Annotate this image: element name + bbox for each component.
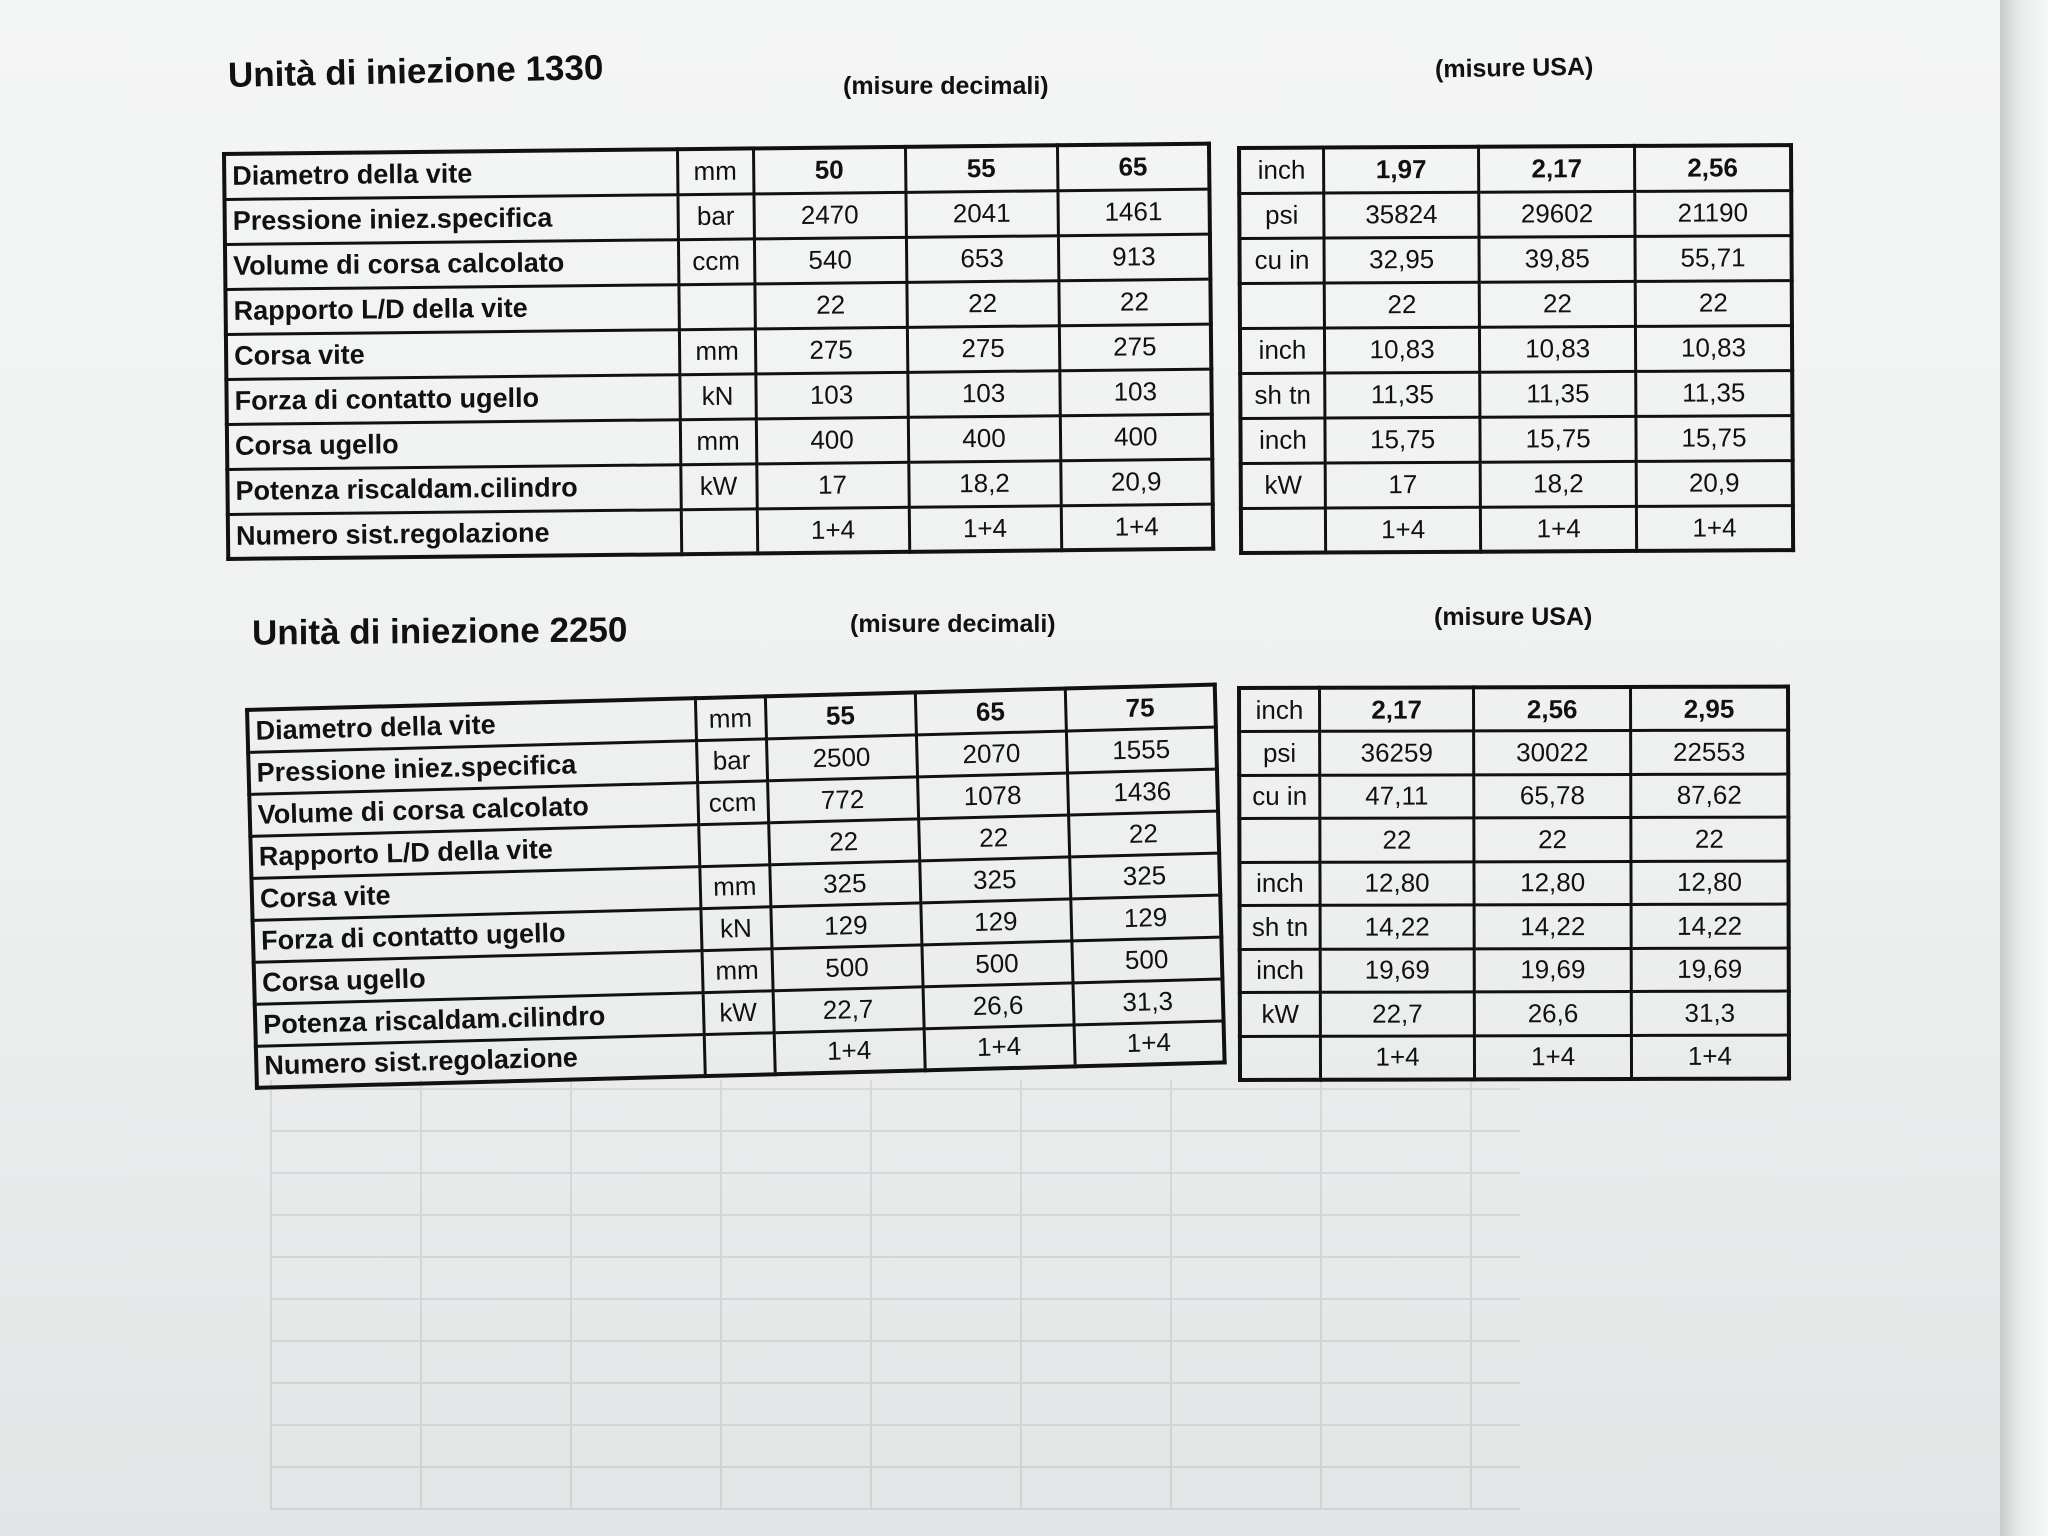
unit-cell: kW	[703, 990, 774, 1034]
unit-cell: inch	[1239, 862, 1319, 906]
row-label: Corsa vite	[251, 866, 700, 920]
unit-cell	[1240, 1036, 1320, 1080]
page-edge-shadow	[2000, 0, 2048, 1536]
value-cell: 1+4	[1631, 1035, 1789, 1079]
value-cell: 103	[907, 370, 1059, 417]
value-cell: 14,22	[1320, 905, 1475, 949]
unit-cell: cu in	[1239, 775, 1319, 819]
value-cell: 2,17	[1319, 687, 1474, 731]
value-cell: 20,9	[1636, 460, 1793, 506]
value-cell: 55	[905, 145, 1057, 192]
row-label: Potenza riscaldam.cilindro	[255, 992, 704, 1046]
value-cell: 2041	[905, 190, 1057, 237]
value-cell: 14,22	[1631, 904, 1789, 948]
value-cell: 15,75	[1325, 417, 1481, 463]
value-cell: 15,75	[1636, 415, 1793, 461]
value-cell: 400	[1060, 414, 1212, 461]
value-cell: 22	[754, 282, 906, 329]
value-cell: 500	[921, 940, 1072, 986]
table-row	[1239, 145, 1791, 193]
table-row	[1239, 687, 1788, 732]
value-cell: 29602	[1479, 191, 1635, 237]
value-cell: 10,83	[1324, 327, 1480, 373]
table-row	[228, 504, 1213, 559]
value-cell: 12,80	[1320, 861, 1475, 905]
table-row	[1239, 817, 1788, 862]
value-cell: 1,97	[1323, 147, 1479, 193]
value-cell: 500	[771, 944, 922, 990]
value-cell: 1555	[1066, 727, 1217, 773]
value-cell: 2,56	[1634, 145, 1791, 191]
value-cell: 325	[1069, 853, 1220, 899]
value-cell: 11,35	[1324, 372, 1480, 418]
value-cell: 11,35	[1480, 371, 1636, 417]
value-cell: 26,6	[923, 982, 1074, 1028]
value-cell: 47,11	[1320, 774, 1475, 818]
row-label: Corsa ugello	[227, 419, 680, 469]
unit-cell: mm	[677, 148, 753, 194]
value-cell: 32,95	[1324, 237, 1480, 283]
unit-cell: ccm	[678, 238, 754, 284]
value-cell: 653	[906, 235, 1058, 282]
value-cell: 1+4	[1320, 1035, 1475, 1079]
value-cell: 1+4	[757, 507, 909, 554]
row-label: Pressione iniez.specifica	[224, 194, 677, 244]
unit-cell: inch	[1239, 148, 1324, 193]
value-cell: 1078	[917, 773, 1068, 819]
value-cell: 913	[1058, 234, 1210, 281]
value-cell: 22	[1058, 279, 1210, 326]
unit-cell: inch	[1240, 949, 1320, 993]
table-row	[1240, 325, 1792, 373]
row-label: Rapporto L/D della vite	[250, 824, 699, 878]
table-row	[1240, 370, 1792, 418]
table-row	[1241, 505, 1793, 553]
value-cell: 2070	[916, 731, 1067, 777]
row-label: Corsa vite	[226, 329, 679, 379]
value-cell: 400	[756, 417, 908, 464]
unit-cell	[681, 508, 757, 554]
value-cell: 11,35	[1636, 370, 1793, 416]
value-cell: 1461	[1057, 189, 1209, 236]
unit-cell: bar	[677, 193, 753, 239]
value-cell: 1+4	[774, 1028, 925, 1074]
value-cell: 275	[1059, 324, 1211, 371]
value-cell: 21190	[1635, 190, 1792, 236]
unit-cell: inch	[1240, 418, 1325, 463]
decimal-caption: (misure decimali)	[850, 610, 1056, 638]
value-cell: 1+4	[1475, 1035, 1632, 1079]
value-cell: 22,7	[773, 986, 924, 1032]
row-label: Forza di contatto ugello	[253, 908, 702, 962]
unit-cell	[698, 822, 769, 866]
table-row	[1240, 1035, 1789, 1080]
unit-cell	[1240, 283, 1325, 328]
unit-cell: kW	[1241, 463, 1326, 508]
table-row	[1240, 991, 1789, 1036]
value-cell: 22	[906, 280, 1058, 327]
unit-cell: psi	[1239, 193, 1324, 238]
unit-cell	[678, 283, 754, 329]
decimal-caption: (misure decimali)	[843, 72, 1049, 100]
value-cell: 65	[915, 689, 1066, 735]
section-title: Unità di iniezione 2250	[251, 610, 628, 653]
unit-cell: psi	[1239, 731, 1319, 775]
usa-caption: (misure USA)	[1434, 603, 1593, 631]
unit-cell: mm	[679, 328, 755, 374]
unit-cell: kW	[680, 463, 756, 509]
value-cell: 540	[754, 237, 906, 284]
table-row	[1240, 415, 1792, 463]
unit-cell	[1241, 508, 1326, 553]
table-row	[1239, 190, 1791, 238]
value-cell: 22	[1480, 281, 1636, 327]
value-cell: 12,80	[1474, 861, 1631, 905]
row-label: Pressione iniez.specifica	[248, 740, 697, 794]
unit-cell: mm	[701, 948, 772, 992]
row-label: Volume di corsa calcolato	[225, 239, 678, 289]
value-cell: 22	[918, 814, 1069, 860]
value-cell: 55,71	[1635, 235, 1792, 281]
value-cell: 1+4	[909, 505, 1061, 552]
value-cell: 2,56	[1474, 687, 1631, 731]
value-cell: 129	[770, 902, 921, 948]
unit-cell: sh tn	[1240, 905, 1320, 949]
unit-cell: kN	[679, 373, 755, 419]
section-title: Unità di iniezione 1330	[227, 48, 604, 95]
unit-cell: inch	[1239, 688, 1319, 732]
unit-cell: ccm	[697, 780, 768, 824]
unit-cell: mm	[680, 418, 756, 464]
value-cell: 129	[920, 898, 1071, 944]
decimal-spec-table	[222, 142, 1215, 561]
bleed-through-ghost-table	[270, 1080, 1520, 1510]
value-cell: 65	[1057, 144, 1209, 191]
value-cell: 12,80	[1631, 861, 1789, 905]
row-label: Numero sist.regolazione	[228, 509, 681, 559]
row-label: Potenza riscaldam.cilindro	[227, 464, 680, 514]
unit-cell: cu in	[1239, 238, 1324, 283]
value-cell: 10,83	[1635, 325, 1792, 371]
value-cell: 26,6	[1475, 991, 1632, 1035]
value-cell: 2,95	[1630, 687, 1788, 731]
row-label: Diametro della vite	[224, 149, 677, 199]
value-cell: 36259	[1319, 731, 1474, 775]
value-cell: 75	[1065, 685, 1216, 731]
value-cell: 31,3	[1072, 979, 1223, 1025]
value-cell: 31,3	[1631, 991, 1789, 1035]
value-cell: 18,2	[908, 460, 1060, 507]
value-cell: 103	[755, 372, 907, 419]
unit-cell: mm	[699, 864, 770, 908]
value-cell: 1+4	[1061, 504, 1213, 551]
unit-cell: kN	[700, 906, 771, 950]
table-row	[1240, 280, 1792, 328]
table-row	[1239, 774, 1788, 819]
row-label: Corsa ugello	[254, 950, 703, 1004]
usa-spec-table	[1237, 685, 1791, 1082]
value-cell: 19,69	[1631, 948, 1789, 992]
value-cell: 17	[1325, 462, 1481, 508]
value-cell: 30022	[1474, 730, 1631, 774]
unit-cell	[704, 1032, 775, 1076]
value-cell: 325	[919, 856, 1070, 902]
value-cell: 772	[767, 776, 918, 822]
table-row	[1241, 460, 1793, 508]
value-cell: 39,85	[1479, 236, 1635, 282]
unit-cell: sh tn	[1240, 373, 1325, 418]
value-cell: 1+4	[1636, 505, 1793, 551]
unit-cell: bar	[696, 738, 767, 782]
unit-cell: mm	[695, 696, 766, 740]
value-cell: 18,2	[1481, 461, 1637, 507]
usa-caption: (misure USA)	[1434, 52, 1594, 84]
value-cell: 87,62	[1631, 774, 1789, 818]
unit-cell: kW	[1240, 992, 1320, 1036]
value-cell: 1+4	[924, 1024, 1075, 1070]
value-cell: 22	[1068, 811, 1219, 857]
value-cell: 55	[765, 692, 916, 738]
value-cell: 20,9	[1060, 459, 1212, 506]
value-cell: 275	[907, 325, 1059, 372]
value-cell: 275	[755, 327, 907, 374]
value-cell: 35824	[1324, 192, 1480, 238]
value-cell: 22	[1320, 818, 1475, 862]
row-label: Forza di contatto ugello	[226, 374, 679, 424]
value-cell: 103	[1059, 369, 1211, 416]
value-cell: 500	[1071, 937, 1222, 983]
value-cell: 400	[908, 415, 1060, 462]
value-cell: 22	[1474, 817, 1631, 861]
value-cell: 22	[768, 818, 919, 864]
value-cell: 17	[756, 462, 908, 509]
table-row	[1239, 235, 1791, 283]
value-cell: 65,78	[1474, 774, 1631, 818]
value-cell: 1+4	[1325, 507, 1481, 553]
table-row	[1240, 904, 1789, 949]
value-cell: 2500	[766, 734, 917, 780]
value-cell: 22553	[1631, 730, 1789, 774]
value-cell: 1+4	[1481, 506, 1637, 552]
value-cell: 2,17	[1479, 146, 1635, 192]
usa-spec-table	[1237, 143, 1795, 555]
table-row	[1239, 861, 1788, 906]
value-cell: 10,83	[1480, 326, 1636, 372]
row-label: Numero sist.regolazione	[256, 1034, 705, 1088]
unit-cell	[1239, 818, 1319, 862]
value-cell: 22	[1324, 282, 1480, 328]
table-row	[1239, 730, 1788, 775]
value-cell: 22	[1635, 280, 1792, 326]
value-cell: 1+4	[1074, 1020, 1225, 1066]
row-label: Rapporto L/D della vite	[225, 284, 678, 334]
decimal-spec-table	[245, 683, 1227, 1090]
value-cell: 50	[753, 147, 905, 194]
row-label: Volume di corsa calcolato	[249, 782, 698, 836]
value-cell: 15,75	[1480, 416, 1636, 462]
value-cell: 129	[1070, 895, 1221, 941]
value-cell: 2470	[753, 192, 905, 239]
unit-cell: inch	[1240, 328, 1325, 373]
value-cell: 22,7	[1320, 992, 1475, 1036]
value-cell: 325	[769, 860, 920, 906]
value-cell: 1436	[1067, 769, 1218, 815]
value-cell: 22	[1631, 817, 1789, 861]
value-cell: 14,22	[1474, 904, 1631, 948]
value-cell: 19,69	[1320, 948, 1475, 992]
value-cell: 19,69	[1475, 948, 1632, 992]
table-row	[1240, 948, 1789, 993]
row-label: Diametro della vite	[247, 698, 696, 752]
